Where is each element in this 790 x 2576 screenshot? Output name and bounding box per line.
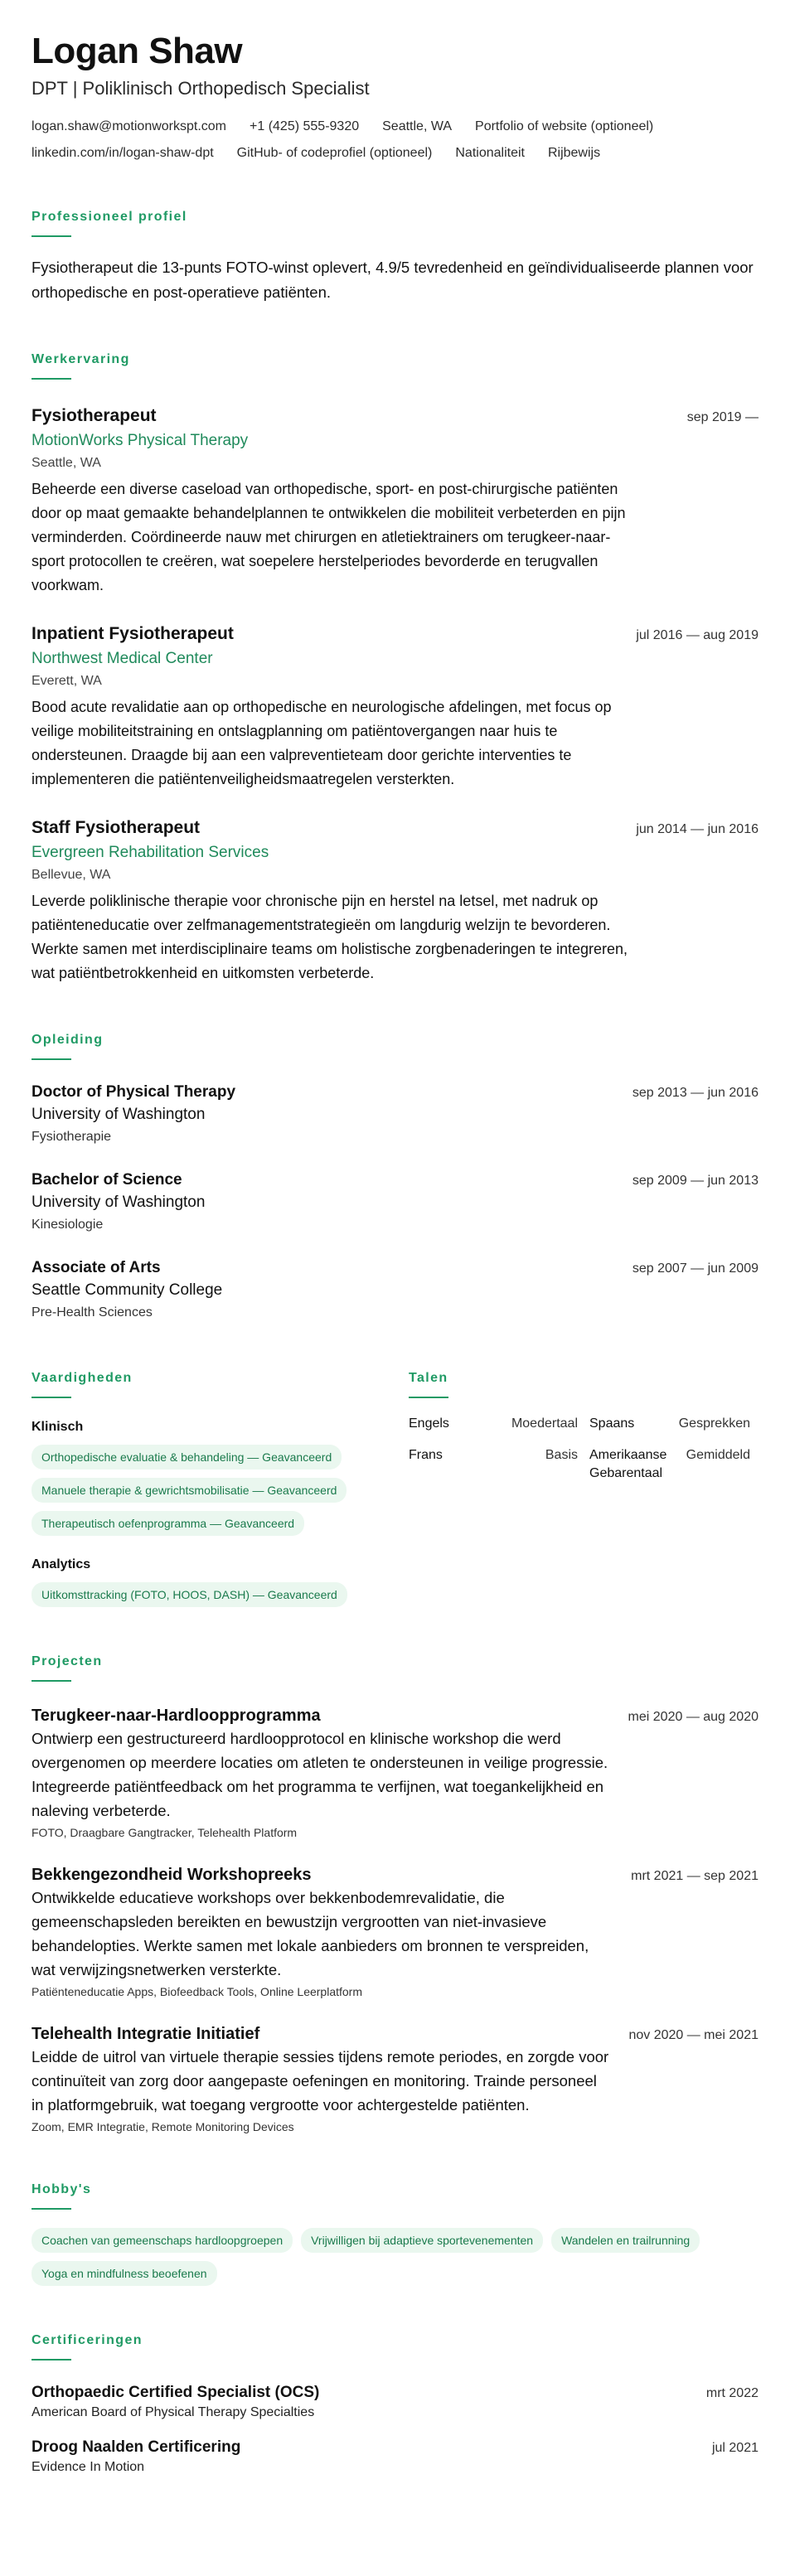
language-name: Amerikaanse Gebarentaal xyxy=(589,1448,667,1480)
contact-portfolio[interactable]: Portfolio of website (optioneel) xyxy=(475,119,654,133)
education-section xyxy=(32,1032,758,1324)
section-divider xyxy=(32,1397,71,1398)
skill-tag: Orthopedische evaluatie & behandeling — Geavanceerd xyxy=(32,1445,342,1470)
hobby-tag: Vrijwilligen bij adaptieve sportevenementen xyxy=(301,2228,543,2253)
project-tech: Zoom, EMR Integratie, Remote Monitoring Devices xyxy=(32,2120,294,2133)
education-dates: sep 2013 — jun 2016 xyxy=(632,1086,758,1100)
hobby-tag: Coachen van gemeenschaps hardloopgroepen xyxy=(32,2228,293,2253)
hobby-list xyxy=(32,2228,758,2286)
skills-section xyxy=(32,1370,409,1607)
certification-entry xyxy=(32,2382,758,2422)
job-entry xyxy=(32,816,758,985)
language-level: Basis xyxy=(545,1448,578,1462)
language-row xyxy=(409,1415,757,1433)
job-description: Leverde poliklinische therapie voor chronische pijn en herstel na letsel, met nadruk op patiënteneducatie over zelfmanagementstrategieën om langdurig welzijn te bevorderen. Werkte samen met interdisciplinaire teams om holistische zorgbenaderingen te integreren, wat patiëntbetrokkenheid en uitkomsten verbeterde. xyxy=(32,893,628,981)
project-entry xyxy=(32,1864,758,2000)
project-title: Bekkengezondheid Workshopreeks xyxy=(32,1866,312,1884)
section-title: Opleiding xyxy=(32,1033,104,1047)
skill-group xyxy=(32,1582,409,1607)
education-field: Fysiotherapie xyxy=(32,1130,112,1144)
hobby-tag: Wandelen en trailrunning xyxy=(551,2228,700,2253)
contact-nationality: Nationaliteit xyxy=(455,146,525,160)
job-description: Beheerde een diverse caseload van orthopedische, sport- en post-chirurgische patiënten door op maat gemaakte behandelplannen te ontwikkelen die mobiliteit verbeterden en pijn verminderden. Coördineerde nauw met chirurgen en atletiektrainers om terugkeer-naar-sport protocollen te creëren, wat soepelere herstelperiodes bevorderde en terugvallen voorkwam. xyxy=(32,481,626,593)
job-title: Staff Fysiotherapeut xyxy=(32,818,201,837)
job-location: Seattle, WA xyxy=(32,456,101,470)
hobby-tag: Yoga en mindfulness beoefenen xyxy=(32,2261,217,2286)
job-title: Inpatient Fysiotherapeut xyxy=(32,624,234,643)
job-dates: jun 2014 — jun 2016 xyxy=(636,822,758,836)
language-row xyxy=(409,1446,757,1483)
skill-group-title: Analytics xyxy=(32,1557,91,1571)
skill-tag: Therapeutisch oefenprogramma — Geavanceerd xyxy=(32,1511,304,1536)
project-title: Telehealth Integratie Initiatief xyxy=(32,2025,260,2043)
project-tech: FOTO, Draagbare Gangtracker, Telehealth Platform xyxy=(32,1826,298,1839)
education-school: Seattle Community College xyxy=(32,1281,223,1299)
section-divider xyxy=(32,1058,71,1060)
skill-group-title: Klinisch xyxy=(32,1420,84,1434)
certification-name: Orthopaedic Certified Specialist (OCS) xyxy=(32,2384,320,2401)
projects-section xyxy=(32,1654,758,2135)
languages-section xyxy=(409,1370,757,1607)
education-field: Kinesiologie xyxy=(32,1218,104,1232)
job-company: Northwest Medical Center xyxy=(32,650,213,667)
contact-list xyxy=(32,118,711,162)
project-title: Terugkeer-naar-Hardloopprogramma xyxy=(32,1707,321,1725)
contact-github[interactable]: GitHub- of codeprofiel (optioneel) xyxy=(236,146,433,160)
skill-group xyxy=(32,1445,409,1536)
section-divider xyxy=(32,2208,71,2210)
certification-date: jul 2021 xyxy=(711,2441,758,2455)
education-school: University of Washington xyxy=(32,1106,206,1123)
profile-summary: Fysiotherapeut die 13-punts FOTO-winst oplevert, 4.9/5 tevredenheid en geïndividualiseerde plannen voor orthopedische en post-operatieve patiënten. xyxy=(32,259,754,301)
project-description: Leidde de uitrol van virtuele therapie sessies tijdens remote periodes, en zorgde voor continuïteit van zorg door aangepaste oefeningen en monitoring. Trainde personeel in platformgebruik, wat toegang vergrootte voor achtergestelde patiënten. xyxy=(32,2048,609,2114)
job-entry xyxy=(32,622,758,792)
language-level: Gemiddeld xyxy=(686,1448,750,1462)
hobbies-section xyxy=(32,2181,758,2286)
certification-issuer: Evidence In Motion xyxy=(32,2460,145,2474)
project-description: Ontwierp een gestructureerd hardloopprotocol en klinische workshop die werd overgenomen op meerdere locaties om atleten te ondersteunen in veilige progressie. Integreerde patiëntfeedback om het programma te verfijnen, wat toegankelijkheid en naleving verbeterde. xyxy=(32,1730,608,1819)
experience-section xyxy=(32,351,758,985)
job-title: Fysiotherapeut xyxy=(32,406,157,425)
contact-drivers-license: Rijbewijs xyxy=(547,146,601,160)
certification-date: mrt 2022 xyxy=(705,2386,758,2400)
education-entry xyxy=(32,1169,758,1236)
skill-tag: Uitkomsttracking (FOTO, HOOS, DASH) — Geavanceerd xyxy=(32,1582,347,1607)
education-entry xyxy=(32,1082,758,1148)
language-name: Spaans xyxy=(589,1416,635,1431)
section-divider xyxy=(32,378,71,380)
job-location: Everett, WA xyxy=(32,674,102,688)
contact-phone[interactable]: +1 (425) 555-9320 xyxy=(250,119,360,133)
education-degree: Doctor of Physical Therapy xyxy=(32,1083,236,1101)
certification-issuer: American Board of Physical Therapy Specialties xyxy=(32,2405,315,2419)
job-entry xyxy=(32,404,758,598)
skill-tag: Manuele therapie & gewrichtsmobilisatie — Geavanceerd xyxy=(32,1478,347,1503)
section-title: Werkervaring xyxy=(32,352,130,366)
contact-email[interactable]: logan.shaw@motionworkspt.com xyxy=(32,119,227,133)
section-divider xyxy=(32,2359,71,2361)
language-name: Frans xyxy=(409,1448,443,1462)
project-description: Ontwikkelde educatieve workshops over bekkenbodemrevalidatie, die gemeenschapsleden bereikten en bewustzijn vergrootten van niet-invasieve behandelopties. Werkte samen met lokale aanbieders om bronnen te verspreiden, wat verwijzingsnetwerken versterkte. xyxy=(32,1889,589,1978)
education-dates: sep 2007 — jun 2009 xyxy=(632,1261,758,1276)
job-description: Bood acute revalidatie aan op orthopedische en neurologische afdelingen, met focus op veilige mobiliteitstraining en ontslagplanning om patiëntovergangen naar huis te ondersteunen. Draagde bij aan een valpreventieteam door gerichte interventies te implementeren die patiëntenveiligheidsmaatregelen versterkten. xyxy=(32,699,612,787)
job-location: Bellevue, WA xyxy=(32,868,111,882)
job-dates: sep 2019 — xyxy=(686,410,758,424)
section-title: Professioneel profiel xyxy=(32,210,187,224)
certification-entry xyxy=(32,2437,758,2477)
education-degree: Bachelor of Science xyxy=(32,1171,182,1189)
section-title: Vaardigheden xyxy=(32,1371,133,1385)
section-divider xyxy=(32,1680,71,1682)
project-dates: mrt 2021 — sep 2021 xyxy=(631,1869,758,1883)
section-divider xyxy=(409,1397,448,1398)
section-title: Projecten xyxy=(32,1654,103,1668)
education-entry xyxy=(32,1257,758,1324)
certifications-section xyxy=(32,2332,758,2477)
candidate-name: Logan Shaw xyxy=(32,31,243,71)
skills-languages-row xyxy=(32,1370,758,1607)
education-dates: sep 2009 — jun 2013 xyxy=(632,1174,758,1188)
project-dates: mei 2020 — aug 2020 xyxy=(628,1710,758,1724)
project-entry xyxy=(32,1705,758,1841)
section-title: Hobby's xyxy=(32,2182,92,2196)
language-name: Engels xyxy=(409,1416,449,1431)
job-company: Evergreen Rehabilitation Services xyxy=(32,844,269,861)
profile-section xyxy=(32,209,758,305)
project-dates: nov 2020 — mei 2021 xyxy=(628,2028,758,2042)
project-entry xyxy=(32,2023,758,2135)
candidate-headline: DPT | Poliklinisch Orthopedisch Specialist xyxy=(32,78,370,99)
contact-linkedin[interactable]: linkedin.com/in/logan-shaw-dpt xyxy=(32,146,214,160)
section-divider xyxy=(32,235,71,237)
certification-name: Droog Naalden Certificering xyxy=(32,2438,241,2456)
section-title: Certificeringen xyxy=(32,2333,143,2347)
project-tech: Patiënteneducatie Apps, Biofeedback Tools, Online Leerplatform xyxy=(32,1985,362,1998)
contact-location: Seattle, WA xyxy=(382,119,453,133)
job-dates: jul 2016 — aug 2019 xyxy=(636,628,758,642)
education-degree: Associate of Arts xyxy=(32,1259,161,1276)
education-school: University of Washington xyxy=(32,1194,206,1211)
language-level: Moedertaal xyxy=(511,1416,578,1431)
language-level: Gesprekken xyxy=(678,1416,750,1431)
resume-header xyxy=(32,30,758,162)
section-title: Talen xyxy=(409,1371,448,1385)
education-field: Pre-Health Sciences xyxy=(32,1305,153,1319)
job-company: MotionWorks Physical Therapy xyxy=(32,432,249,449)
